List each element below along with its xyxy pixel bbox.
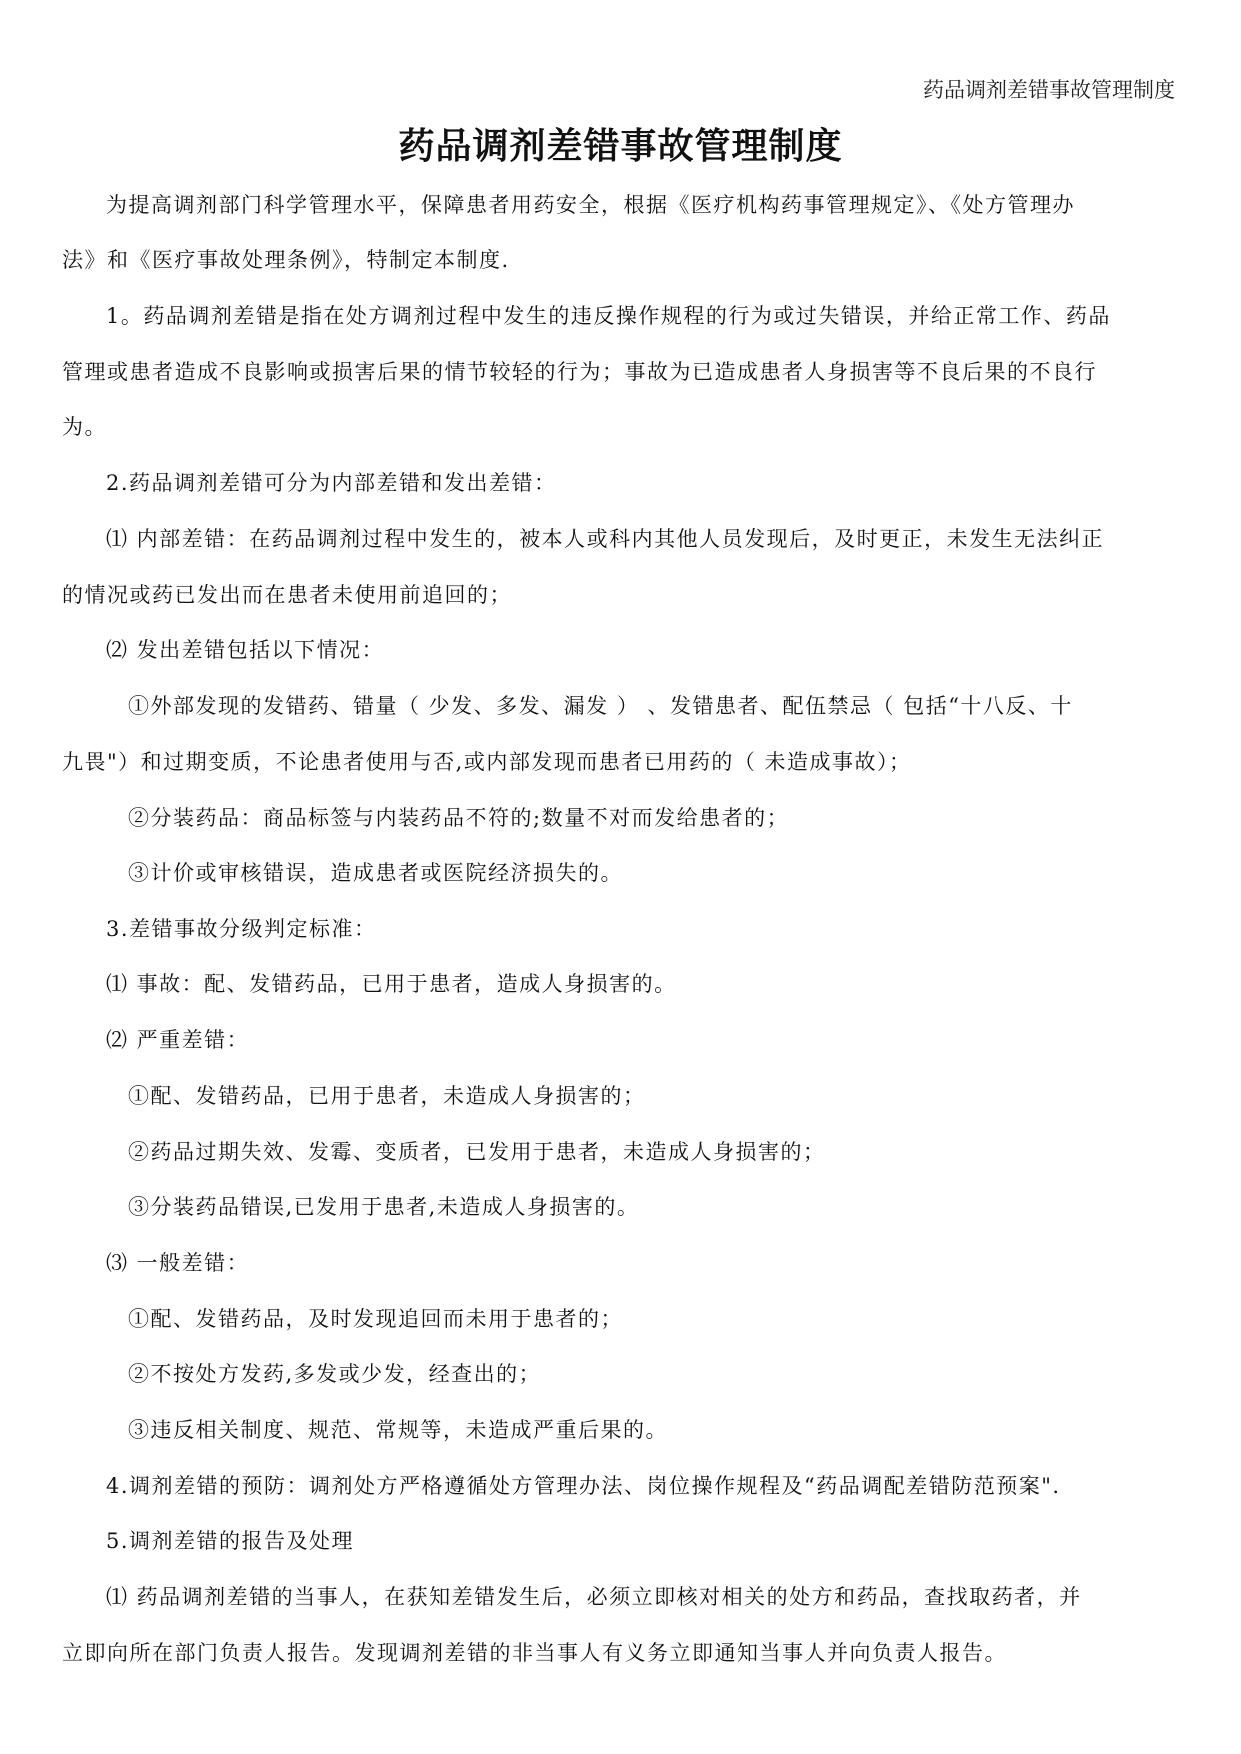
paragraph-line: ①配、发错药品，及时发现追回而未用于患者的； <box>128 1307 623 1331</box>
paragraph-line: 法》和《医疗事故处理条例》，特制定本制度. <box>62 248 510 272</box>
paragraph-line: ⑶ 一般差错： <box>106 1251 250 1275</box>
paragraph-line: 4.调剂差错的预防：调剂处方严格遵循处方管理办法、岗位操作规程及“药品调配差错防范预案". <box>106 1474 1061 1498</box>
paragraph-line: ②药品过期失效、发霉、变质者，已发用于患者，未造成人身损害的； <box>128 1140 826 1164</box>
paragraph-line: 2.药品调剂差错可分为内部差错和发出差错： <box>106 471 557 495</box>
paragraph-line: ③违反相关制度、规范、常规等，未造成严重后果的。 <box>128 1418 668 1442</box>
paragraph-line: ①配、发错药品，已用于患者，未造成人身损害的； <box>128 1084 646 1108</box>
paragraph-line: ⑵ 严重差错： <box>106 1028 250 1052</box>
paragraph-line: ⑴ 内部差错：在药品调剂过程中发生的，被本人或科内其他人员发现后，及时更正，未发生无法纠正 <box>106 527 1105 551</box>
paragraph-line: 九畏"）和过期变质，不论患者使用与否,或内部发现而患者已用药的（ 未造成事故）； <box>62 750 912 774</box>
paragraph-line: ③计价或审核错误，造成患者或医院经济损失的。 <box>128 861 623 885</box>
paragraph-line: ⑵ 发出差错包括以下情况： <box>106 638 385 662</box>
paragraph-line: ⑴ 药品调剂差错的当事人，在获知差错发生后，必须立即核对相关的处方和药品，查找取药者，并 <box>106 1585 1082 1609</box>
paragraph-line: 的情况或药已发出而在患者未使用前追回的； <box>62 583 512 607</box>
paragraph-line: 5.调剂差错的报告及处理 <box>106 1529 355 1553</box>
running-header: 药品调剂差错事故管理制度 <box>923 78 1175 102</box>
paragraph-line: 为。 <box>62 415 107 439</box>
paragraph-line: 管理或患者造成不良影响或损害后果的情节较轻的行为；事故为已造成患者人身损害等不良后果的不良行 <box>62 360 1097 384</box>
paragraph-line: 为提高调剂部门科学管理水平，保障患者用药安全，根据《医疗机构药事管理规定》、《处方管理办 <box>106 193 1075 217</box>
paragraph-line: ⑴ 事故：配、发错药品，已用于患者，造成人身损害的。 <box>106 972 677 996</box>
paragraph-line: ①外部发现的发错药、错量（ 少发、多发、漏发 ） 、发错患者、配伍禁忌（ 包括“十八反、十 <box>128 694 1073 718</box>
paragraph-line: ②分装药品：商品标签与内装药品不符的;数量不对而发给患者的； <box>128 806 790 830</box>
paragraph-line: 1。药品调剂差错是指在处方调剂过程中发生的违反操作规程的行为或过失错误，并给正常工作、药品 <box>106 304 1111 328</box>
paragraph-line: ②不按处方发药,多发或少发，经查出的； <box>128 1362 542 1386</box>
paragraph-line: ③分装药品错误,已发用于患者,未造成人身损害的。 <box>128 1195 640 1219</box>
paragraph-line: 3.差错事故分级判定标准： <box>106 917 377 941</box>
document-title: 药品调剂差错事故管理制度 <box>398 126 843 167</box>
paragraph-line: 立即向所在部门负责人报告。发现调剂差错的非当事人有义务立即通知当事人并向负责人报告。 <box>62 1641 1007 1665</box>
